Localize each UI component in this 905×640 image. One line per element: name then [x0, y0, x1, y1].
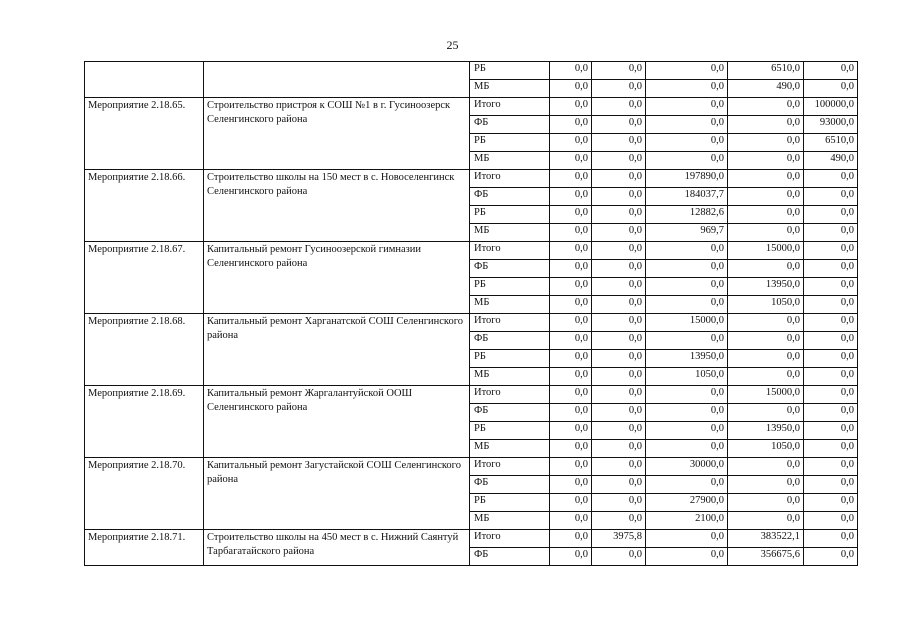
amount-cell: 0,0 [550, 440, 592, 458]
table-row [85, 170, 858, 188]
amount-cell: 0,0 [804, 404, 858, 422]
amount-cell: 0,0 [592, 332, 646, 350]
amount-cell: 0,0 [728, 188, 804, 206]
amount-cell: 0,0 [592, 314, 646, 332]
funding-source: ФБ [470, 260, 550, 278]
amount-cell: 0,0 [550, 170, 592, 188]
funding-source: МБ [470, 80, 550, 98]
amount-cell: 0,0 [804, 296, 858, 314]
amount-cell: 0,0 [592, 98, 646, 116]
amount-cell: 0,0 [646, 404, 728, 422]
amount-cell: 0,0 [550, 98, 592, 116]
amount-cell: 0,0 [728, 206, 804, 224]
amount-cell: 0,0 [804, 242, 858, 260]
measure-label: Мероприятие 2.18.69. [85, 386, 204, 458]
amount-cell: 0,0 [804, 278, 858, 296]
amount-cell: 0,0 [646, 332, 728, 350]
amount-cell: 0,0 [804, 224, 858, 242]
amount-cell: 0,0 [646, 242, 728, 260]
amount-cell: 0,0 [592, 440, 646, 458]
amount-cell: 0,0 [728, 458, 804, 476]
amount-cell: 15000,0 [728, 242, 804, 260]
measure-label: Мероприятие 2.18.71. [85, 530, 204, 566]
amount-cell: 0,0 [804, 386, 858, 404]
funding-source: РБ [470, 494, 550, 512]
amount-cell: 0,0 [550, 494, 592, 512]
amount-cell: 0,0 [592, 422, 646, 440]
amount-cell: 0,0 [646, 422, 728, 440]
amount-cell: 0,0 [728, 476, 804, 494]
amount-cell: 0,0 [728, 404, 804, 422]
amount-cell: 0,0 [550, 530, 592, 548]
amount-cell: 27900,0 [646, 494, 728, 512]
amount-cell: 0,0 [592, 494, 646, 512]
amount-cell: 0,0 [550, 224, 592, 242]
measure-description: Капитальный ремонт Харганатской СОШ Селенгинского района [204, 314, 470, 386]
amount-cell: 0,0 [550, 296, 592, 314]
amount-cell: 0,0 [804, 80, 858, 98]
funding-source: МБ [470, 440, 550, 458]
amount-cell: 0,0 [646, 152, 728, 170]
amount-cell: 6510,0 [728, 62, 804, 80]
amount-cell: 0,0 [804, 260, 858, 278]
measure-description: Капитальный ремонт Гусиноозерской гимназии Селенгинского района [204, 242, 470, 314]
amount-cell: 0,0 [646, 260, 728, 278]
funding-source: Итого [470, 242, 550, 260]
amount-cell: 0,0 [550, 314, 592, 332]
amount-cell: 0,0 [646, 548, 728, 566]
amount-cell: 0,0 [646, 98, 728, 116]
amount-cell: 0,0 [592, 278, 646, 296]
amount-cell: 0,0 [550, 80, 592, 98]
table-row [85, 458, 858, 476]
amount-cell: 0,0 [592, 116, 646, 134]
amount-cell: 0,0 [592, 170, 646, 188]
table-row [85, 314, 858, 332]
amount-cell: 0,0 [550, 332, 592, 350]
amount-cell: 184037,7 [646, 188, 728, 206]
amount-cell: 100000,0 [804, 98, 858, 116]
amount-cell: 0,0 [592, 134, 646, 152]
amount-cell: 0,0 [646, 134, 728, 152]
amount-cell: 0,0 [550, 260, 592, 278]
amount-cell: 1050,0 [728, 296, 804, 314]
amount-cell: 0,0 [550, 368, 592, 386]
amount-cell: 0,0 [728, 332, 804, 350]
amount-cell: 0,0 [804, 530, 858, 548]
amount-cell: 969,7 [646, 224, 728, 242]
funding-source: Итого [470, 98, 550, 116]
amount-cell: 0,0 [592, 350, 646, 368]
funding-source: ФБ [470, 476, 550, 494]
amount-cell: 0,0 [804, 494, 858, 512]
amount-cell: 383522,1 [728, 530, 804, 548]
amount-cell: 0,0 [592, 188, 646, 206]
amount-cell: 0,0 [592, 386, 646, 404]
table-row [85, 386, 858, 404]
funding-source: МБ [470, 152, 550, 170]
amount-cell: 30000,0 [646, 458, 728, 476]
amount-cell: 0,0 [592, 224, 646, 242]
funding-source: РБ [470, 350, 550, 368]
measure-label-cell [85, 62, 204, 98]
funding-source: РБ [470, 62, 550, 80]
funding-source: ФБ [470, 548, 550, 566]
measure-description: Капитальный ремонт Загустайской СОШ Селенгинского района [204, 458, 470, 530]
amount-cell: 0,0 [804, 458, 858, 476]
amount-cell: 0,0 [550, 134, 592, 152]
amount-cell: 0,0 [728, 494, 804, 512]
amount-cell: 0,0 [728, 260, 804, 278]
funding-source: МБ [470, 368, 550, 386]
measure-label: Мероприятие 2.18.70. [85, 458, 204, 530]
amount-cell: 0,0 [646, 62, 728, 80]
amount-cell: 2100,0 [646, 512, 728, 530]
funding-source: РБ [470, 134, 550, 152]
amount-cell: 0,0 [550, 386, 592, 404]
amount-cell: 0,0 [550, 458, 592, 476]
amount-cell: 0,0 [592, 512, 646, 530]
page-number: 25 [446, 38, 459, 52]
amount-cell: 0,0 [592, 368, 646, 386]
amount-cell: 0,0 [804, 314, 858, 332]
amount-cell: 356675,6 [728, 548, 804, 566]
measure-description-cell [204, 62, 470, 98]
amount-cell: 6510,0 [804, 134, 858, 152]
amount-cell: 0,0 [804, 440, 858, 458]
amount-cell: 0,0 [592, 296, 646, 314]
amount-cell: 0,0 [550, 476, 592, 494]
table-row [85, 62, 858, 80]
measure-description: Строительство пристроя к СОШ №1 в г. Гусиноозерск Селенгинского района [204, 98, 470, 170]
table-row [85, 98, 858, 116]
amount-cell: 0,0 [728, 152, 804, 170]
amount-cell: 0,0 [592, 476, 646, 494]
funding-source: РБ [470, 422, 550, 440]
amount-cell: 0,0 [592, 62, 646, 80]
amount-cell: 0,0 [804, 62, 858, 80]
amount-cell: 0,0 [804, 422, 858, 440]
amount-cell: 0,0 [550, 404, 592, 422]
amount-cell: 0,0 [550, 62, 592, 80]
amount-cell: 0,0 [592, 548, 646, 566]
amount-cell: 93000,0 [804, 116, 858, 134]
funding-source: Итого [470, 530, 550, 548]
amount-cell: 0,0 [550, 422, 592, 440]
amount-cell: 0,0 [550, 242, 592, 260]
amount-cell: 490,0 [728, 80, 804, 98]
amount-cell: 1050,0 [646, 368, 728, 386]
funding-source: Итого [470, 314, 550, 332]
amount-cell: 0,0 [550, 206, 592, 224]
amount-cell: 0,0 [646, 278, 728, 296]
measure-label: Мероприятие 2.18.66. [85, 170, 204, 242]
amount-cell: 0,0 [646, 530, 728, 548]
funding-source: МБ [470, 224, 550, 242]
amount-cell: 0,0 [804, 548, 858, 566]
amount-cell: 197890,0 [646, 170, 728, 188]
measure-label: Мероприятие 2.18.67. [85, 242, 204, 314]
amount-cell: 0,0 [592, 404, 646, 422]
amount-cell: 0,0 [646, 386, 728, 404]
amount-cell: 0,0 [550, 116, 592, 134]
amount-cell: 490,0 [804, 152, 858, 170]
amount-cell: 0,0 [728, 512, 804, 530]
amount-cell: 0,0 [728, 314, 804, 332]
amount-cell: 0,0 [646, 476, 728, 494]
amount-cell: 0,0 [550, 350, 592, 368]
amount-cell: 0,0 [646, 116, 728, 134]
funding-source: ФБ [470, 188, 550, 206]
funding-source: МБ [470, 512, 550, 530]
amount-cell: 0,0 [728, 116, 804, 134]
amount-cell: 0,0 [728, 134, 804, 152]
amount-cell: 0,0 [550, 152, 592, 170]
measure-label: Мероприятие 2.18.65. [85, 98, 204, 170]
amount-cell: 0,0 [592, 80, 646, 98]
amount-cell: 0,0 [804, 206, 858, 224]
amount-cell: 0,0 [804, 350, 858, 368]
table-row [85, 242, 858, 260]
amount-cell: 0,0 [646, 80, 728, 98]
amount-cell: 0,0 [804, 170, 858, 188]
budget-table [84, 61, 858, 566]
amount-cell: 0,0 [550, 278, 592, 296]
table-row [85, 530, 858, 548]
amount-cell: 0,0 [728, 224, 804, 242]
funding-source: РБ [470, 278, 550, 296]
funding-source: МБ [470, 296, 550, 314]
amount-cell: 0,0 [804, 332, 858, 350]
amount-cell: 0,0 [804, 512, 858, 530]
amount-cell: 0,0 [550, 512, 592, 530]
amount-cell: 0,0 [728, 350, 804, 368]
amount-cell: 12882,6 [646, 206, 728, 224]
amount-cell: 0,0 [550, 188, 592, 206]
amount-cell: 0,0 [804, 368, 858, 386]
amount-cell: 0,0 [646, 440, 728, 458]
amount-cell: 13950,0 [728, 422, 804, 440]
amount-cell: 15000,0 [728, 386, 804, 404]
amount-cell: 1050,0 [728, 440, 804, 458]
amount-cell: 13950,0 [728, 278, 804, 296]
amount-cell: 0,0 [592, 260, 646, 278]
measure-label: Мероприятие 2.18.68. [85, 314, 204, 386]
measure-description: Строительство школы на 150 мест в с. Новоселенгинск Селенгинского района [204, 170, 470, 242]
amount-cell: 0,0 [804, 476, 858, 494]
funding-source: Итого [470, 458, 550, 476]
amount-cell: 0,0 [646, 296, 728, 314]
amount-cell: 0,0 [728, 98, 804, 116]
amount-cell: 13950,0 [646, 350, 728, 368]
amount-cell: 0,0 [592, 242, 646, 260]
amount-cell: 15000,0 [646, 314, 728, 332]
amount-cell: 0,0 [592, 458, 646, 476]
measure-description: Капитальный ремонт Жаргалантуйской ООШ Селенгинского района [204, 386, 470, 458]
amount-cell: 0,0 [592, 152, 646, 170]
funding-source: РБ [470, 206, 550, 224]
amount-cell: 0,0 [728, 368, 804, 386]
amount-cell: 0,0 [550, 548, 592, 566]
funding-source: Итого [470, 386, 550, 404]
amount-cell: 0,0 [804, 188, 858, 206]
amount-cell: 0,0 [728, 170, 804, 188]
amount-cell: 0,0 [592, 206, 646, 224]
funding-source: ФБ [470, 404, 550, 422]
funding-source: Итого [470, 170, 550, 188]
amount-cell: 3975,8 [592, 530, 646, 548]
funding-source: ФБ [470, 116, 550, 134]
funding-source: ФБ [470, 332, 550, 350]
measure-description: Строительство школы на 450 мест в с. Нижний Саянтуй Тарбагатайского района [204, 530, 470, 566]
